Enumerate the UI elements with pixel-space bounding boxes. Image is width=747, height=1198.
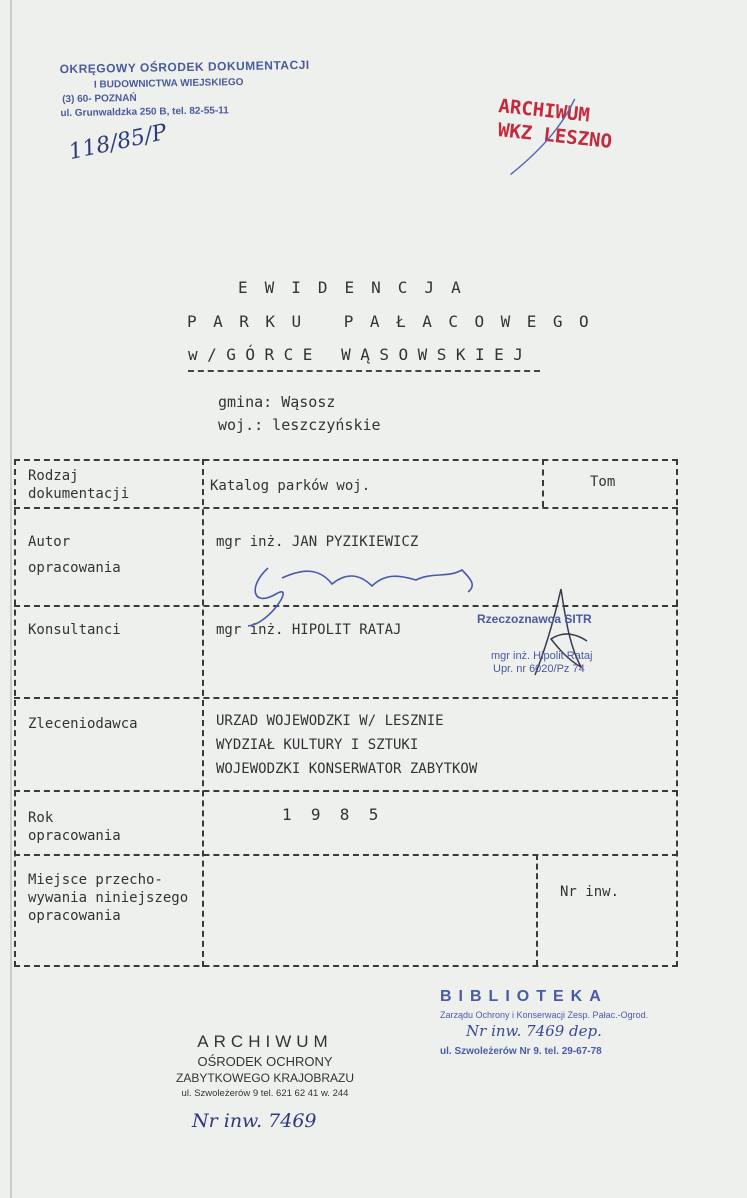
table-border-left (14, 459, 16, 967)
rzeczoznawca-stamp-line1: Rzeczoznawca SITR (477, 612, 592, 626)
row3-value: mgr inż. HIPOLIT RATAJ (216, 622, 402, 638)
institution-stamp-line4: ul. Grunwaldzka 250 B, tel. 82-55-11 (60, 105, 229, 120)
title-line2: PARKU PAŁACOWEGO (187, 312, 606, 331)
row4-label: Zleceniodawca (28, 716, 138, 732)
archive-stamp (495, 94, 616, 154)
handwritten-inventory-number: Nr inw. 7469 (192, 1110, 317, 1132)
table-border-right (676, 459, 678, 967)
rzeczoznawca-stamp-line3: Upr. nr 6020/Pz 74 (493, 663, 585, 675)
archiwum-footer-stamp (160, 1032, 370, 1099)
row1-value: Katalog parków woj. (210, 478, 371, 494)
biblioteka-stamp-line3: Nr inw. 7469 dep. (466, 1022, 602, 1040)
institution-stamp-line2: I BUDOWNICTWA WIEJSKIEGO (93, 76, 244, 91)
table-inv-divider (536, 854, 538, 966)
table-column-divider (202, 459, 204, 967)
archiwum-footer-line1: ARCHIWUM (197, 1032, 333, 1051)
archive-stamp-line1: ARCHIWUM (497, 95, 591, 127)
row6-inv-label: Nr inw. (560, 884, 620, 900)
archiwum-footer-line2: OŚRODEK OCHRONY (197, 1054, 333, 1069)
archive-stamp-line2: WKZ LESZNO (496, 119, 613, 153)
row1-tom-label: Tom (590, 474, 616, 490)
row6-label: Miejsce przecho- wywania niniejszego opracowania (28, 872, 189, 924)
row3-label: Konsultanci (28, 622, 121, 638)
table-rule (14, 965, 678, 967)
title-underline (188, 370, 540, 372)
table-rule (14, 507, 678, 509)
title-line1: EWIDENCJA (238, 278, 478, 297)
institution-stamp-line3: (3) 60- POZNAŃ (62, 92, 137, 106)
table-rule (14, 697, 678, 699)
archiwum-footer-line3: ZABYTKOWEGO KRAJOBRAZU (175, 1071, 355, 1085)
author-signature (240, 550, 490, 630)
biblioteka-stamp-line2: Zarządu Ochrony i Konserwacji Zesp. Pałac.-Ogrod. (440, 1010, 649, 1020)
institution-stamp-line1: OKRĘGOWY OŚRODEK DOKUMENTACJI (59, 57, 310, 77)
row1-label: Rodzaj dokumentacji (28, 468, 130, 502)
institution-stamp (60, 58, 311, 119)
rzeczoznawca-stamp (477, 612, 592, 675)
archiwum-footer-line4: ul. Szwoleżerów 9 tel. 621 62 41 w. 244 (181, 1088, 349, 1099)
biblioteka-stamp-line1: BIBLIOTEKA (440, 988, 608, 1005)
title-line3: w/GÓRCE WĄSOWSKIEJ (188, 345, 533, 364)
meta-gmina: gmina: Wąsosz (218, 393, 336, 411)
row4-value: URZAD WOJEWODZKI W/ LESZNIE WYDZIAŁ KULTURY I SZTUKI WOJEWODZKI KONSERWATOR ZABYTKOW (216, 713, 478, 777)
archive-stamp-strike (496, 90, 605, 190)
row2-value: mgr inż. JAN PYZIKIEWICZ (216, 534, 419, 550)
page-edge (10, 0, 12, 1198)
row5-label: Rok opracowania (28, 810, 121, 844)
row2-label: Autor opracowania (28, 534, 121, 576)
table-rule (14, 459, 678, 461)
biblioteka-stamp-line4: ul. Szwoleżerów Nr 9. tel. 29-67-78 (440, 1046, 602, 1057)
handwritten-reference: 118/85/P (66, 119, 170, 166)
meta-woj: woj.: leszczyńskie (218, 416, 381, 434)
rzeczoznawca-stamp-line2: mgr inż. Hipolit Rataj (491, 650, 593, 662)
table-tom-divider (542, 459, 544, 507)
documentation-table (14, 459, 678, 967)
table-rule (14, 790, 678, 792)
table-rule (14, 854, 678, 856)
row5-value: 1 9 8 5 (282, 805, 379, 824)
biblioteka-stamp (440, 988, 648, 1057)
